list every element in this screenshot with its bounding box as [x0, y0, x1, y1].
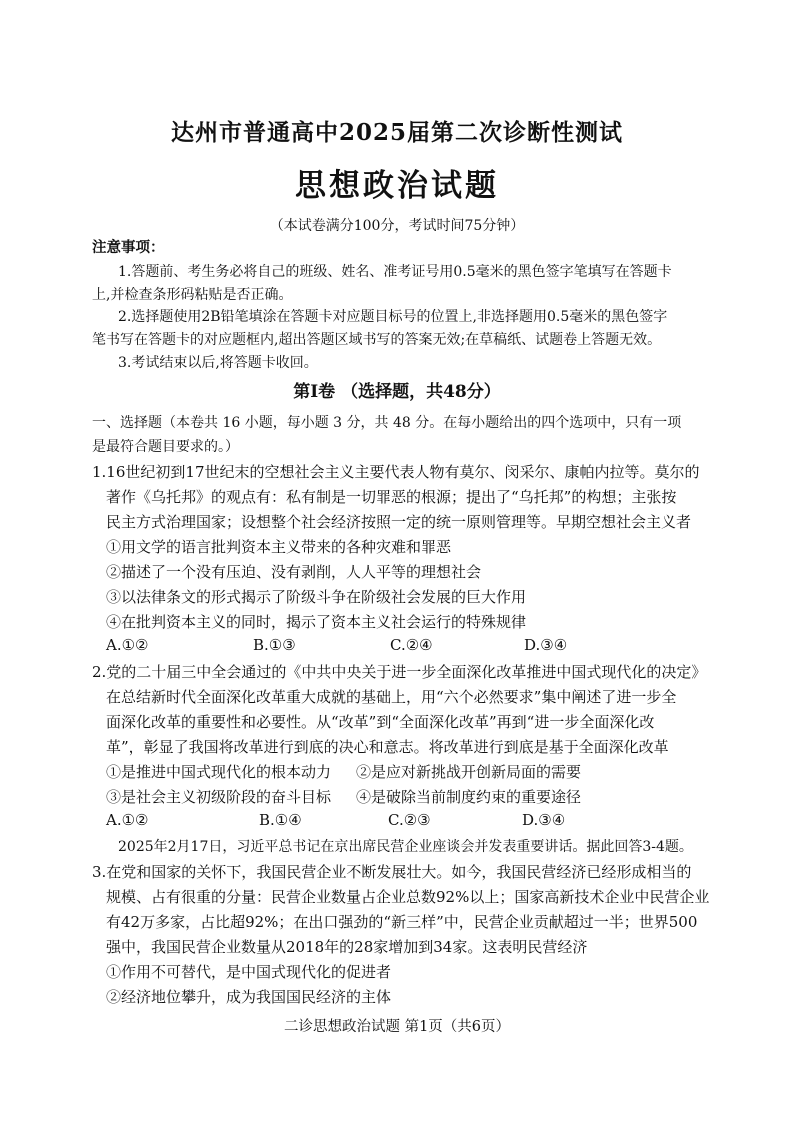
statement-item: ①作用不可替代，是中国式现代化的促进者 [106, 963, 392, 981]
statement-item: ②描述了一个没有压迫、没有剥削，人人平等的理想社会 [106, 563, 482, 581]
statement-item: ②经济地位攀升，成为我国国民经济的主体 [106, 988, 392, 1006]
statement-item: ③以法律条文的形式揭示了阶级斗争在阶级社会发展的巨大作用 [106, 588, 527, 606]
question-text: 民主方式治理国家；设想整个社会经济按照一定的统一原则管理等。早期空想社会主义者 [106, 513, 692, 531]
question-text: 面深化改革的重要性和必要性。从“改革”到“全面深化改革”再到“进一步全面深化改 [106, 713, 655, 731]
option-c[interactable]: C.②④ [390, 636, 433, 654]
statement-item: ①是推进中国式现代化的根本动力 [106, 763, 332, 781]
statement-item: ②是应对新挑战开创新局面的需要 [356, 763, 582, 781]
exam-title: 达州市普通高中2025届第二次诊断性测试 [170, 119, 623, 146]
question-text: 1.16世纪初到17世纪末的空想社会主义主要代表人物有莫尔、闵采尔、康帕内拉等。莫尔的 [92, 463, 700, 481]
notice-line: 笔书写在答题卡的对应题框内,超出答题区域书写的答案无效;在草稿纸、试题卷上答题无效。 [92, 332, 662, 348]
question-text: 革”，彰显了我国将改革进行到底的决心和意志。将改革进行到底是基于全面深化改革 [106, 738, 669, 756]
page-footer: 二诊思想政治试题 第1页（共6页） [283, 1019, 511, 1035]
notice-line: 上,并检查条形码粘贴是否正确。 [92, 287, 293, 303]
question-text: 强中，我国民营企业数量从2018年的28家增加到34家。这表明民营经济 [106, 938, 588, 956]
question-text: 规模、占有很重的分量：民营企业数量占企业总数92%以上；国家高新技术企业中民营企业 [106, 888, 710, 906]
statement-item: ④在批判资本主义的同时，揭示了资本主义社会运行的特殊规律 [106, 613, 527, 631]
option-a[interactable]: A.①② [106, 811, 149, 829]
section-title: 第Ⅰ卷 （选择题，共48分） [293, 382, 501, 402]
option-b[interactable]: B.①③ [253, 636, 296, 654]
option-d[interactable]: D.③④ [524, 636, 568, 654]
notice-line: 2.选择题使用2B铅笔填涂在答题卡对应题目标号的位置上,非选择题用0.5毫米的黑色签字 [118, 309, 668, 325]
notice-heading: 注意事项： [92, 239, 165, 256]
statement-item: ①用文学的语言批判资本主义带来的各种灾难和罪恶 [106, 538, 452, 556]
statement-item: ④是破除当前制度约束的重要途径 [356, 788, 582, 806]
question-text: 在总结新时代全面深化改革重大成就的基础上，用“六个必然要求”集中阐述了进一步全 [106, 688, 677, 706]
notice-line: 3.考试结束以后,将答题卡收回。 [118, 355, 318, 371]
section-instructions: 一、选择题（本卷共 16 小题，每小题 3 分，共 48 分。在每小题给出的四个选项中，只有一项 [92, 415, 682, 431]
statement-item: ③是社会主义初级阶段的奋斗目标 [106, 788, 332, 806]
subject-title: 思想政治试题 [295, 168, 499, 204]
question-text: 著作《乌托邦》的观点有：私有制是一切罪恶的根源；提出了“乌托邦”的构想；主张按 [106, 488, 677, 506]
option-a[interactable]: A.①② [106, 636, 149, 654]
question-text: 3.在党和国家的关怀下，我国民营企业不断发展壮大。如今，我国民营经济已经形成相当的 [92, 863, 692, 881]
notice-line: 1.答题前、考生务必将自己的班级、姓名、准考证号用0.5毫米的黑色签字笔填写在答题卡 [118, 264, 672, 280]
option-d[interactable]: D.③④ [522, 811, 566, 829]
option-c[interactable]: C.②③ [388, 811, 431, 829]
question-text: 2.党的二十届三中全会通过的《中共中央关于进一步全面深化改革推进中国式现代化的决定》 [92, 663, 707, 681]
option-b[interactable]: B.①④ [259, 811, 302, 829]
question-text: 有42万多家，占比超92%；在出口强劲的“新三样”中，民营企业贡献超过一半；世界500 [106, 913, 698, 931]
context-note: 2025年2月17日，习近平总书记在京出席民营企业座谈会并发表重要讲话。据此回答3-4题。 [118, 839, 693, 855]
exam-meta: （本试卷满分100分，考试时间75分钟） [269, 218, 525, 234]
section-instructions: 是最符合题目要求的。） [92, 439, 239, 455]
